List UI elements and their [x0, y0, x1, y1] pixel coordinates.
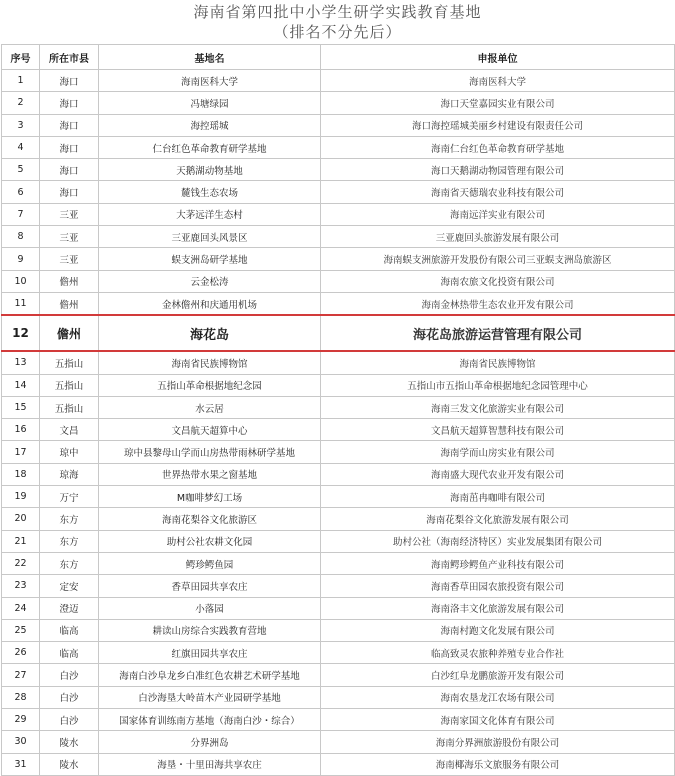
cell-base-name: 国家体育训练南方基地（海南白沙・综合） [99, 709, 321, 731]
cell-county: 儋州 [40, 315, 99, 351]
cell-county: 琼海 [40, 463, 99, 485]
cell-base-name: 天鹅湖动物基地 [99, 159, 321, 181]
cell-applicant: 海花岛旅游运营管理有限公司 [321, 315, 675, 351]
cell-county: 澄迈 [40, 597, 99, 619]
table-row [2, 709, 675, 731]
table-row [2, 530, 675, 552]
cell-county: 临高 [40, 642, 99, 664]
cell-base-name: 耕读山房综合实践教育营地 [99, 619, 321, 641]
cell-base-name: 文昌航天超算中心 [99, 419, 321, 441]
cell-index: 29 [2, 709, 40, 731]
cell-county: 儋州 [40, 292, 99, 315]
cell-county: 五指山 [40, 374, 99, 396]
cell-base-name: 大茅远洋生态村 [99, 203, 321, 225]
cell-index: 7 [2, 203, 40, 225]
cell-base-name: 鳄珍鳄鱼园 [99, 552, 321, 574]
cell-county: 白沙 [40, 664, 99, 686]
table-header-row [2, 45, 675, 70]
cell-index: 31 [2, 753, 40, 775]
cell-applicant: 临高致灵农旅种养殖专业合作社 [321, 642, 675, 664]
table-row [2, 114, 675, 136]
cell-index: 8 [2, 226, 40, 248]
cell-base-name: 五指山革命根据地纪念园 [99, 374, 321, 396]
cell-county: 五指山 [40, 351, 99, 374]
cell-base-name: 海南医科大学 [99, 70, 321, 92]
header-index: 序号 [2, 45, 40, 70]
header-county: 所在市县 [40, 45, 99, 70]
cell-index: 11 [2, 292, 40, 315]
cell-index: 4 [2, 136, 40, 158]
cell-base-name: M咖啡梦幻工场 [99, 486, 321, 508]
cell-base-name: 海控瑶城 [99, 114, 321, 136]
table-row [2, 396, 675, 418]
title-line-1: 海南省第四批中小学生研学实践教育基地 [193, 3, 482, 21]
cell-applicant: 海南学而山房实业有限公司 [321, 441, 675, 463]
cell-applicant: 海南洛丰文化旅游发展有限公司 [321, 597, 675, 619]
cell-county: 东方 [40, 530, 99, 552]
cell-county: 琼中 [40, 441, 99, 463]
cell-base-name: 冯塘绿园 [99, 92, 321, 114]
cell-index: 14 [2, 374, 40, 396]
table-row [2, 463, 675, 485]
cell-base-name: 水云居 [99, 396, 321, 418]
cell-applicant: 海口海控瑶城美丽乡村建设有限责任公司 [321, 114, 675, 136]
cell-applicant: 海南椰海乐文旅服务有限公司 [321, 753, 675, 775]
cell-applicant: 海口天鹅湖动物园管理有限公司 [321, 159, 675, 181]
cell-base-name: 金林儋州和庆通用机场 [99, 292, 321, 315]
cell-county: 三亚 [40, 203, 99, 225]
cell-base-name: 海花岛 [99, 315, 321, 351]
cell-index: 3 [2, 114, 40, 136]
cell-index: 17 [2, 441, 40, 463]
cell-index: 10 [2, 270, 40, 292]
cell-index: 13 [2, 351, 40, 374]
table-row [2, 753, 675, 775]
table-row [2, 419, 675, 441]
cell-county: 陵水 [40, 753, 99, 775]
cell-applicant: 海南省民族博物馆 [321, 351, 675, 374]
cell-index: 20 [2, 508, 40, 530]
cell-applicant: 海南金林热带生态农业开发有限公司 [321, 292, 675, 315]
table-row-highlighted [2, 315, 675, 351]
table-row [2, 136, 675, 158]
cell-county: 东方 [40, 552, 99, 574]
cell-applicant: 海南茁冉咖啡有限公司 [321, 486, 675, 508]
cell-index: 12 [2, 315, 40, 351]
table-row [2, 619, 675, 641]
cell-index: 27 [2, 664, 40, 686]
cell-county: 儋州 [40, 270, 99, 292]
cell-applicant: 海南分界洲旅游股份有限公司 [321, 731, 675, 753]
cell-base-name: 麓钱生态农场 [99, 181, 321, 203]
cell-index: 1 [2, 70, 40, 92]
cell-index: 16 [2, 419, 40, 441]
document-title [0, 0, 675, 44]
cell-index: 9 [2, 248, 40, 270]
cell-applicant: 海南三发文化旅游实业有限公司 [321, 396, 675, 418]
table-row [2, 686, 675, 708]
table-row [2, 203, 675, 225]
cell-county: 万宁 [40, 486, 99, 508]
cell-applicant: 海南花梨谷文化旅游发展有限公司 [321, 508, 675, 530]
cell-base-name: 琼中县黎母山学而山房热带雨林研学基地 [99, 441, 321, 463]
cell-base-name: 海南省民族博物馆 [99, 351, 321, 374]
cell-index: 22 [2, 552, 40, 574]
cell-index: 28 [2, 686, 40, 708]
cell-applicant: 海南仁台红色革命教育研学基地 [321, 136, 675, 158]
cell-index: 25 [2, 619, 40, 641]
cell-county: 五指山 [40, 396, 99, 418]
table-row [2, 181, 675, 203]
cell-applicant: 文昌航天超算智慧科技有限公司 [321, 419, 675, 441]
cell-county: 白沙 [40, 709, 99, 731]
cell-base-name: 红旗田园共享农庄 [99, 642, 321, 664]
table-row [2, 351, 675, 374]
table-row [2, 575, 675, 597]
cell-base-name: 世界热带水果之窗基地 [99, 463, 321, 485]
table-row [2, 248, 675, 270]
cell-base-name: 小落园 [99, 597, 321, 619]
cell-county: 海口 [40, 136, 99, 158]
cell-county: 三亚 [40, 226, 99, 248]
table-row [2, 70, 675, 92]
cell-county: 海口 [40, 70, 99, 92]
cell-county: 临高 [40, 619, 99, 641]
cell-county: 陵水 [40, 731, 99, 753]
cell-index: 15 [2, 396, 40, 418]
header-applicant: 申报单位 [321, 45, 675, 70]
cell-base-name: 海南白沙阜龙乡白准红色农耕艺术研学基地 [99, 664, 321, 686]
cell-index: 2 [2, 92, 40, 114]
cell-base-name: 助村公社农耕文化园 [99, 530, 321, 552]
table-row [2, 292, 675, 315]
table-row [2, 552, 675, 574]
table-body [2, 70, 675, 776]
cell-applicant: 海南农旅文化投资有限公司 [321, 270, 675, 292]
cell-applicant: 海南远洋实业有限公司 [321, 203, 675, 225]
cell-base-name: 香草田园共享农庄 [99, 575, 321, 597]
cell-index: 6 [2, 181, 40, 203]
cell-base-name: 分界洲岛 [99, 731, 321, 753]
cell-index: 21 [2, 530, 40, 552]
cell-county: 海口 [40, 181, 99, 203]
cell-applicant: 海南香草田园农旅投资有限公司 [321, 575, 675, 597]
cell-applicant: 海南鳄珍鳄鱼产业科技有限公司 [321, 552, 675, 574]
cell-county: 定安 [40, 575, 99, 597]
cell-applicant: 助村公社（海南经济特区）实业发展集团有限公司 [321, 530, 675, 552]
table-row [2, 92, 675, 114]
table-row [2, 159, 675, 181]
cell-applicant: 海南医科大学 [321, 70, 675, 92]
table-row [2, 508, 675, 530]
cell-county: 东方 [40, 508, 99, 530]
cell-applicant: 五指山市五指山革命根据地纪念园管理中心 [321, 374, 675, 396]
cell-applicant: 海南村跑文化发展有限公司 [321, 619, 675, 641]
cell-applicant: 海南蜈支洲旅游开发股份有限公司三亚蜈支洲岛旅游区 [321, 248, 675, 270]
title-line-2: （排名不分先后） [273, 23, 402, 41]
table-row [2, 226, 675, 248]
cell-county: 白沙 [40, 686, 99, 708]
table-row [2, 270, 675, 292]
cell-applicant: 海口天堂嘉园实业有限公司 [321, 92, 675, 114]
table-row [2, 731, 675, 753]
cell-county: 海口 [40, 92, 99, 114]
cell-applicant: 白沙红阜龙鹏旅游开发有限公司 [321, 664, 675, 686]
cell-index: 24 [2, 597, 40, 619]
cell-applicant: 海南农垦龙江农场有限公司 [321, 686, 675, 708]
table-row [2, 642, 675, 664]
cell-base-name: 白沙海垦大岭苗木产业园研学基地 [99, 686, 321, 708]
cell-county: 文昌 [40, 419, 99, 441]
table-row [2, 664, 675, 686]
cell-base-name: 三亚鹿回头风景区 [99, 226, 321, 248]
cell-index: 30 [2, 731, 40, 753]
cell-index: 18 [2, 463, 40, 485]
cell-index: 26 [2, 642, 40, 664]
table-row [2, 597, 675, 619]
cell-index: 5 [2, 159, 40, 181]
cell-base-name: 云金松涛 [99, 270, 321, 292]
cell-applicant: 海南盛大现代农业开发有限公司 [321, 463, 675, 485]
table-row [2, 441, 675, 463]
cell-base-name: 海南花梨谷文化旅游区 [99, 508, 321, 530]
table-row [2, 486, 675, 508]
cell-base-name: 蜈支洲岛研学基地 [99, 248, 321, 270]
cell-county: 海口 [40, 159, 99, 181]
cell-applicant: 海南省天德瑞农业科技有限公司 [321, 181, 675, 203]
cell-applicant: 海南家国文化体育有限公司 [321, 709, 675, 731]
cell-applicant: 三亚鹿回头旅游发展有限公司 [321, 226, 675, 248]
header-base-name: 基地名 [99, 45, 321, 70]
cell-county: 海口 [40, 114, 99, 136]
cell-county: 三亚 [40, 248, 99, 270]
table-row [2, 374, 675, 396]
cell-base-name: 海垦・十里田海共享农庄 [99, 753, 321, 775]
cell-base-name: 仁台红色革命教育研学基地 [99, 136, 321, 158]
cell-index: 23 [2, 575, 40, 597]
cell-index: 19 [2, 486, 40, 508]
base-list-table [1, 44, 675, 776]
